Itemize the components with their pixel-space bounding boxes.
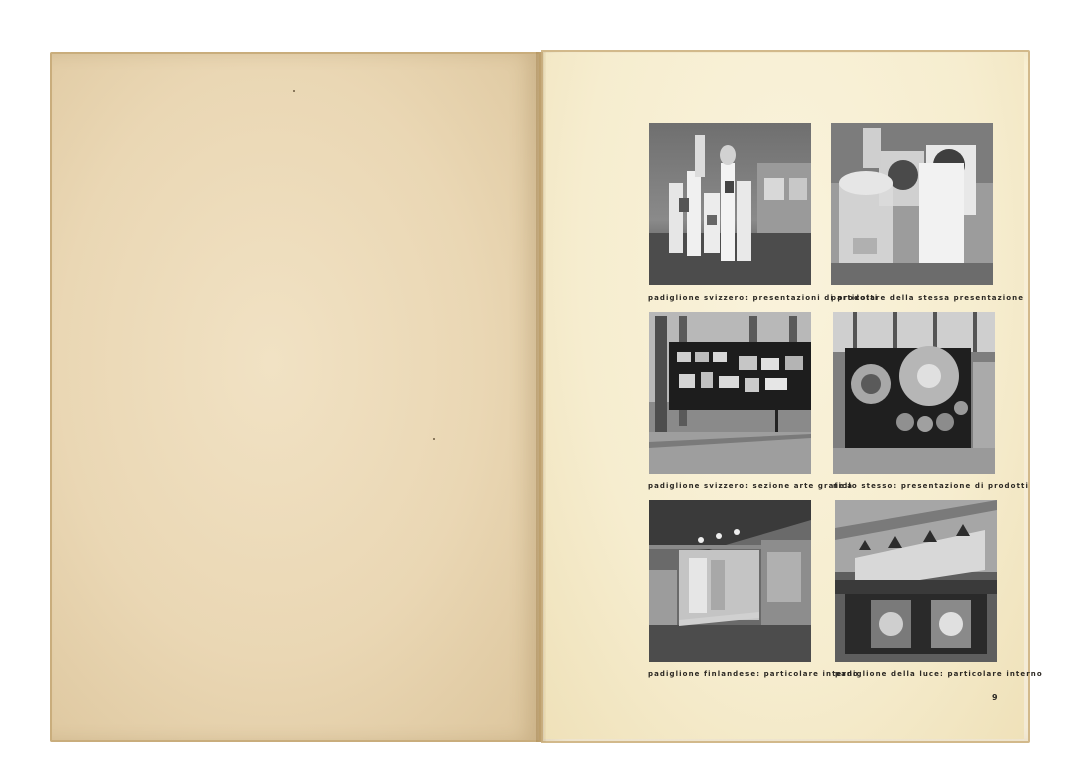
photo-finnish-pavilion-interior <box>649 500 811 662</box>
photo-swiss-graphic-arts <box>649 312 811 474</box>
photo-swiss-products-panel <box>833 312 995 474</box>
page-number: 9 <box>992 693 998 702</box>
caption-photo-4: nello stesso: presentazione di prodotti <box>833 482 1029 490</box>
photo-swiss-products-display <box>649 123 811 285</box>
caption-photo-2: particolare della stessa presentazione <box>831 294 1025 302</box>
caption-photo-6: padiglione della luce: particolare interno <box>835 670 1043 678</box>
open-book <box>50 50 1043 745</box>
left-page-blank <box>50 52 541 742</box>
caption-photo-5: padiglione finlandese: particolare interno <box>648 670 859 678</box>
caption-photo-1: padiglione svizzero: presentazioni di prodotti <box>648 294 879 302</box>
caption-photo-3: padiglione svizzero: sezione arte grafica <box>648 482 854 490</box>
photo-swiss-detail-bell-jars <box>831 123 993 285</box>
photo-light-pavilion-interior <box>835 500 997 662</box>
book-gutter <box>536 52 546 742</box>
